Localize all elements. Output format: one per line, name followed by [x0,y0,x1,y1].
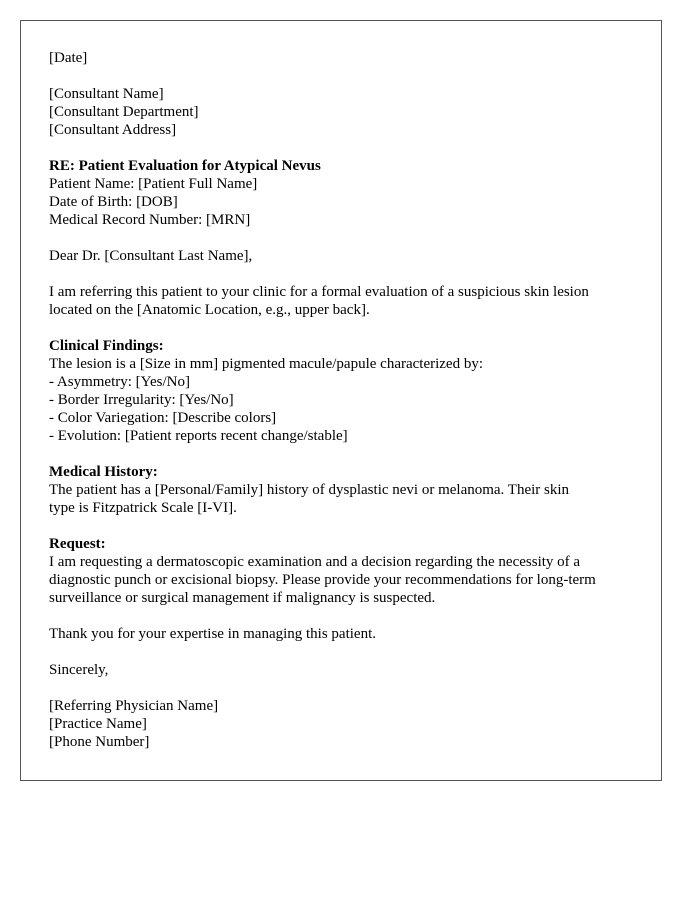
intro-paragraph [49,283,632,319]
recipient-block [49,85,632,139]
request-line: diagnostic punch or excisional biopsy. Please provide your recommendations for long-term [49,572,596,588]
medical-history [49,463,632,517]
request-line: I am requesting a dermatoscopic examination and a decision regarding the necessity of a [49,554,581,570]
referral-letter [20,20,662,781]
physician-name: [Referring Physician Name] [49,698,219,714]
clinical-heading: Clinical Findings: [49,338,164,354]
closing-text: Sincerely, [49,662,109,678]
request [49,535,632,607]
patient-name: Patient Name: [Patient Full Name] [49,176,258,192]
clinical-line: - Color Variegation: [Describe colors] [49,410,277,426]
clinical-line: The lesion is a [Size in mm] pigmented macule/papule characterized by: [49,356,484,372]
consultant-name: [Consultant Name] [49,86,164,102]
history-line: The patient has a [Personal/Family] history of dysplastic nevi or melanoma. Their skin [49,482,570,498]
request-line: surveillance or surgical management if malignancy is suspected. [49,590,436,606]
request-heading: Request: [49,536,106,552]
intro-line: I am referring this patient to your clinic for a formal evaluation of a suspicious skin lesion [49,284,589,300]
patient-dob: Date of Birth: [DOB] [49,194,178,210]
thanks-text: Thank you for your expertise in managing this patient. [49,626,377,642]
salutation-text: Dear Dr. [Consultant Last Name], [49,248,253,264]
closing [49,661,632,679]
consultant-department: [Consultant Department] [49,104,199,120]
history-line: type is Fitzpatrick Scale [I-VI]. [49,500,237,516]
practice-name: [Practice Name] [49,716,147,732]
clinical-line: - Asymmetry: [Yes/No] [49,374,190,390]
patient-mrn: Medical Record Number: [MRN] [49,212,251,228]
clinical-line: - Evolution: [Patient reports recent change/stable] [49,428,348,444]
thanks [49,625,632,643]
history-heading: Medical History: [49,464,158,480]
re-block [49,157,632,229]
date [49,49,632,67]
phone-number: [Phone Number] [49,734,150,750]
intro-line: located on the [Anatomic Location, e.g., upper back]. [49,302,370,318]
date-text: [Date] [49,50,88,66]
clinical-line: - Border Irregularity: [Yes/No] [49,392,234,408]
salutation [49,247,632,265]
clinical-findings [49,337,632,445]
subject-line: RE: Patient Evaluation for Atypical Nevus [49,158,321,174]
signature-block [49,697,632,751]
consultant-address: [Consultant Address] [49,122,177,138]
